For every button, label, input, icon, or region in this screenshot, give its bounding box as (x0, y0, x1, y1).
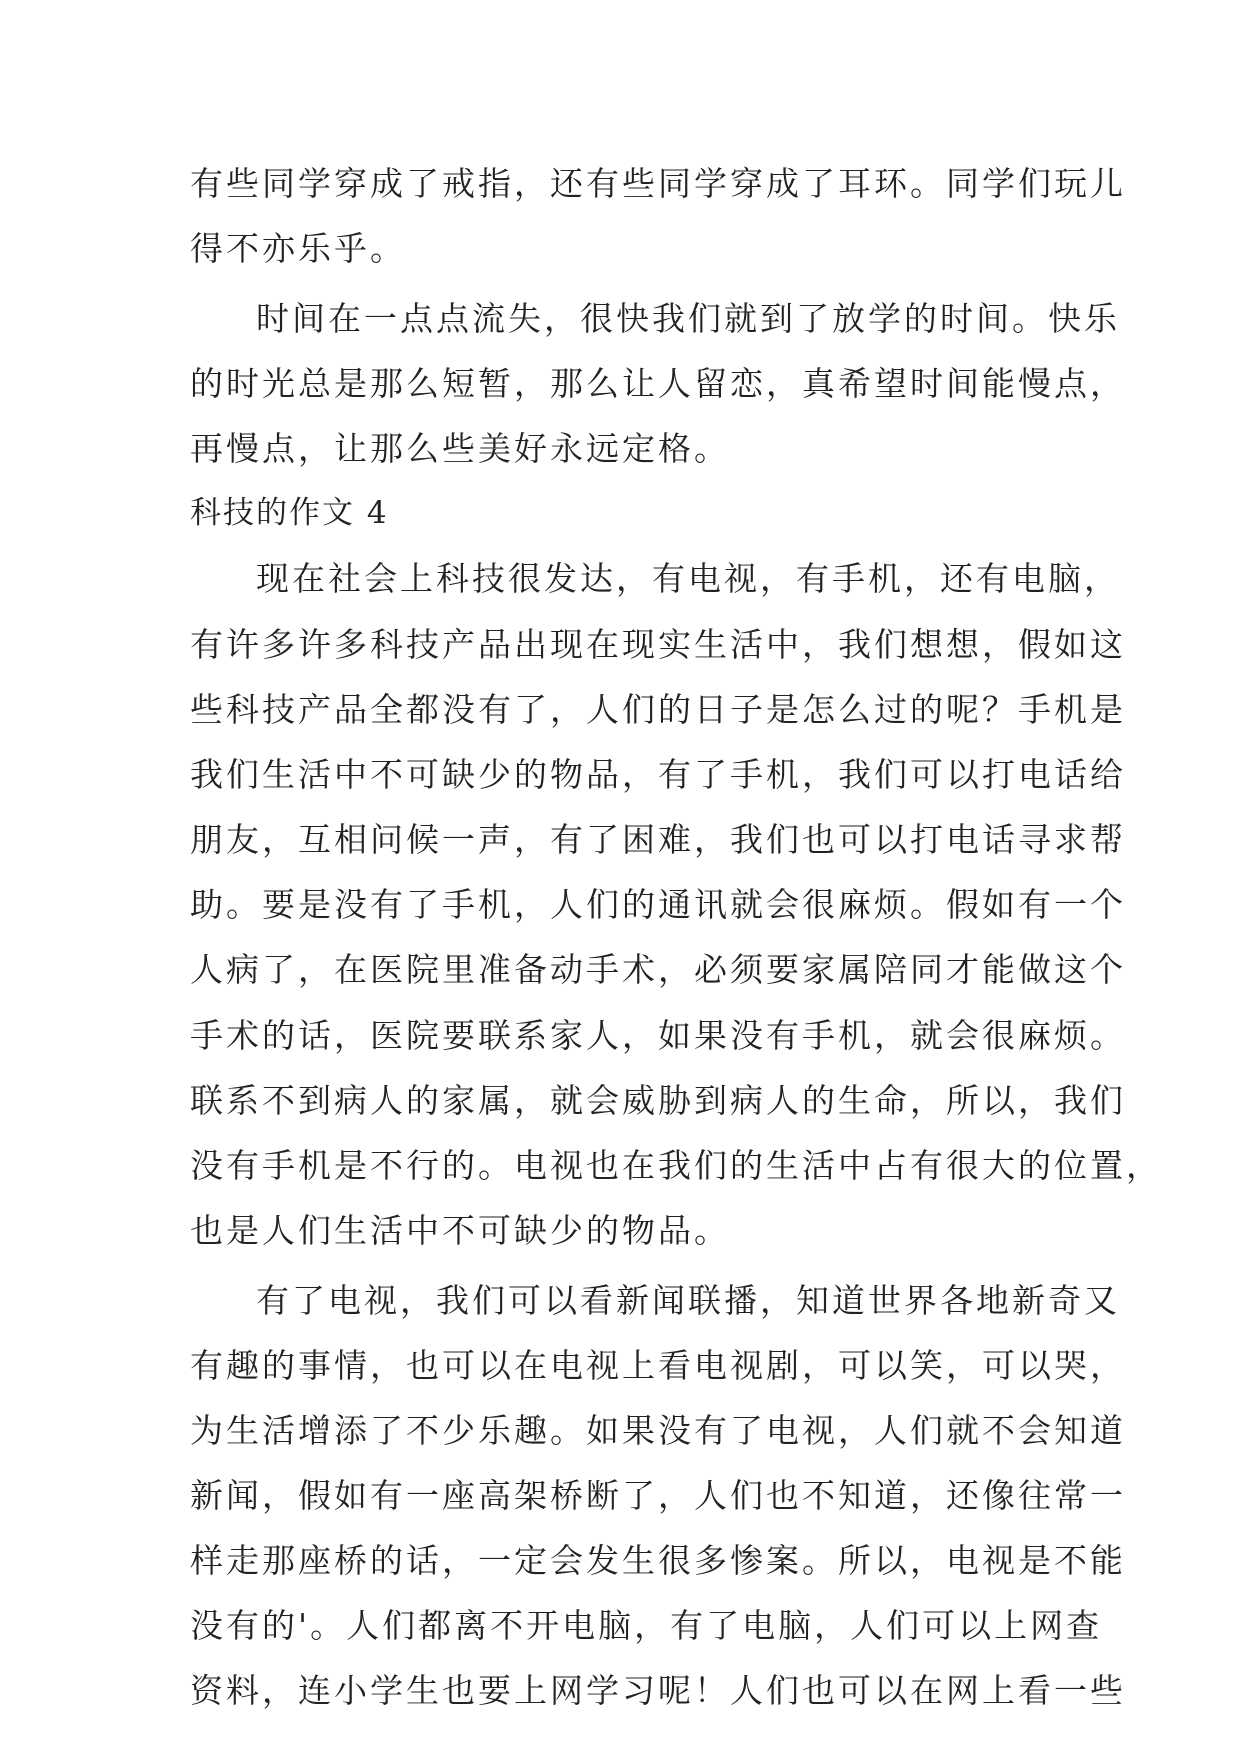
paragraph-line: 有许多许多科技产品出现在现实生活中，我们想想，假如这 (190, 625, 1126, 664)
paragraph-line: 没有手机是不行的。电视也在我们的生活中占有很大的位置， (190, 1146, 1162, 1185)
paragraph-line: 有趣的事情，也可以在电视上看电视剧，可以笑，可以哭， (190, 1346, 1126, 1385)
paragraph-line: 联系不到病人的家属，就会威胁到病人的生命，所以，我们 (190, 1081, 1126, 1120)
paragraph-line: 时间在一点点流失，很快我们就到了放学的时间。快乐 (256, 299, 1120, 338)
paragraph-line: 手术的话，医院要联系家人，如果没有手机，就会很麻烦。 (190, 1016, 1126, 1055)
paragraph-line: 我们生活中不可缺少的物品，有了手机，我们可以打电话给 (190, 755, 1126, 794)
paragraph-line: 朋友，互相问候一声，有了困难，我们也可以打电话寻求帮 (190, 820, 1126, 859)
paragraph-line: 有些同学穿成了戒指，还有些同学穿成了耳环。同学们玩儿 (190, 164, 1126, 203)
section-heading: 科技的作文 4 (190, 495, 389, 531)
paragraph-line: 再慢点，让那么些美好永远定格。 (190, 429, 730, 468)
paragraph-line: 为生活增添了不少乐趣。如果没有了电视，人们就不会知道 (190, 1411, 1126, 1450)
paragraph-line: 有了电视，我们可以看新闻联播，知道世界各地新奇又 (256, 1281, 1120, 1320)
paragraph-line: 的时光总是那么短暂，那么让人留恋，真希望时间能慢点， (190, 364, 1126, 403)
paragraph-line: 新闻，假如有一座高架桥断了，人们也不知道，还像往常一 (190, 1476, 1126, 1515)
paragraph-line: 资料，连小学生也要上网学习呢！人们也可以在网上看一些 (190, 1671, 1126, 1710)
paragraph-line: 样走那座桥的话，一定会发生很多惨案。所以，电视是不能 (190, 1541, 1126, 1580)
paragraph-line: 些科技产品全都没有了，人们的日子是怎么过的呢？手机是 (190, 690, 1126, 729)
paragraph-line: 没有的'。人们都离不开电脑，有了电脑，人们可以上网查 (190, 1606, 1103, 1645)
paragraph-line: 助。要是没有了手机，人们的通讯就会很麻烦。假如有一个 (190, 885, 1126, 924)
paragraph-line: 也是人们生活中不可缺少的物品。 (190, 1211, 730, 1250)
paragraph-line: 现在社会上科技很发达，有电视，有手机，还有电脑， (256, 559, 1120, 598)
paragraph-line: 人病了，在医院里准备动手术，必须要家属陪同才能做这个 (190, 950, 1126, 989)
paragraph-line: 得不亦乐乎。 (190, 229, 406, 268)
